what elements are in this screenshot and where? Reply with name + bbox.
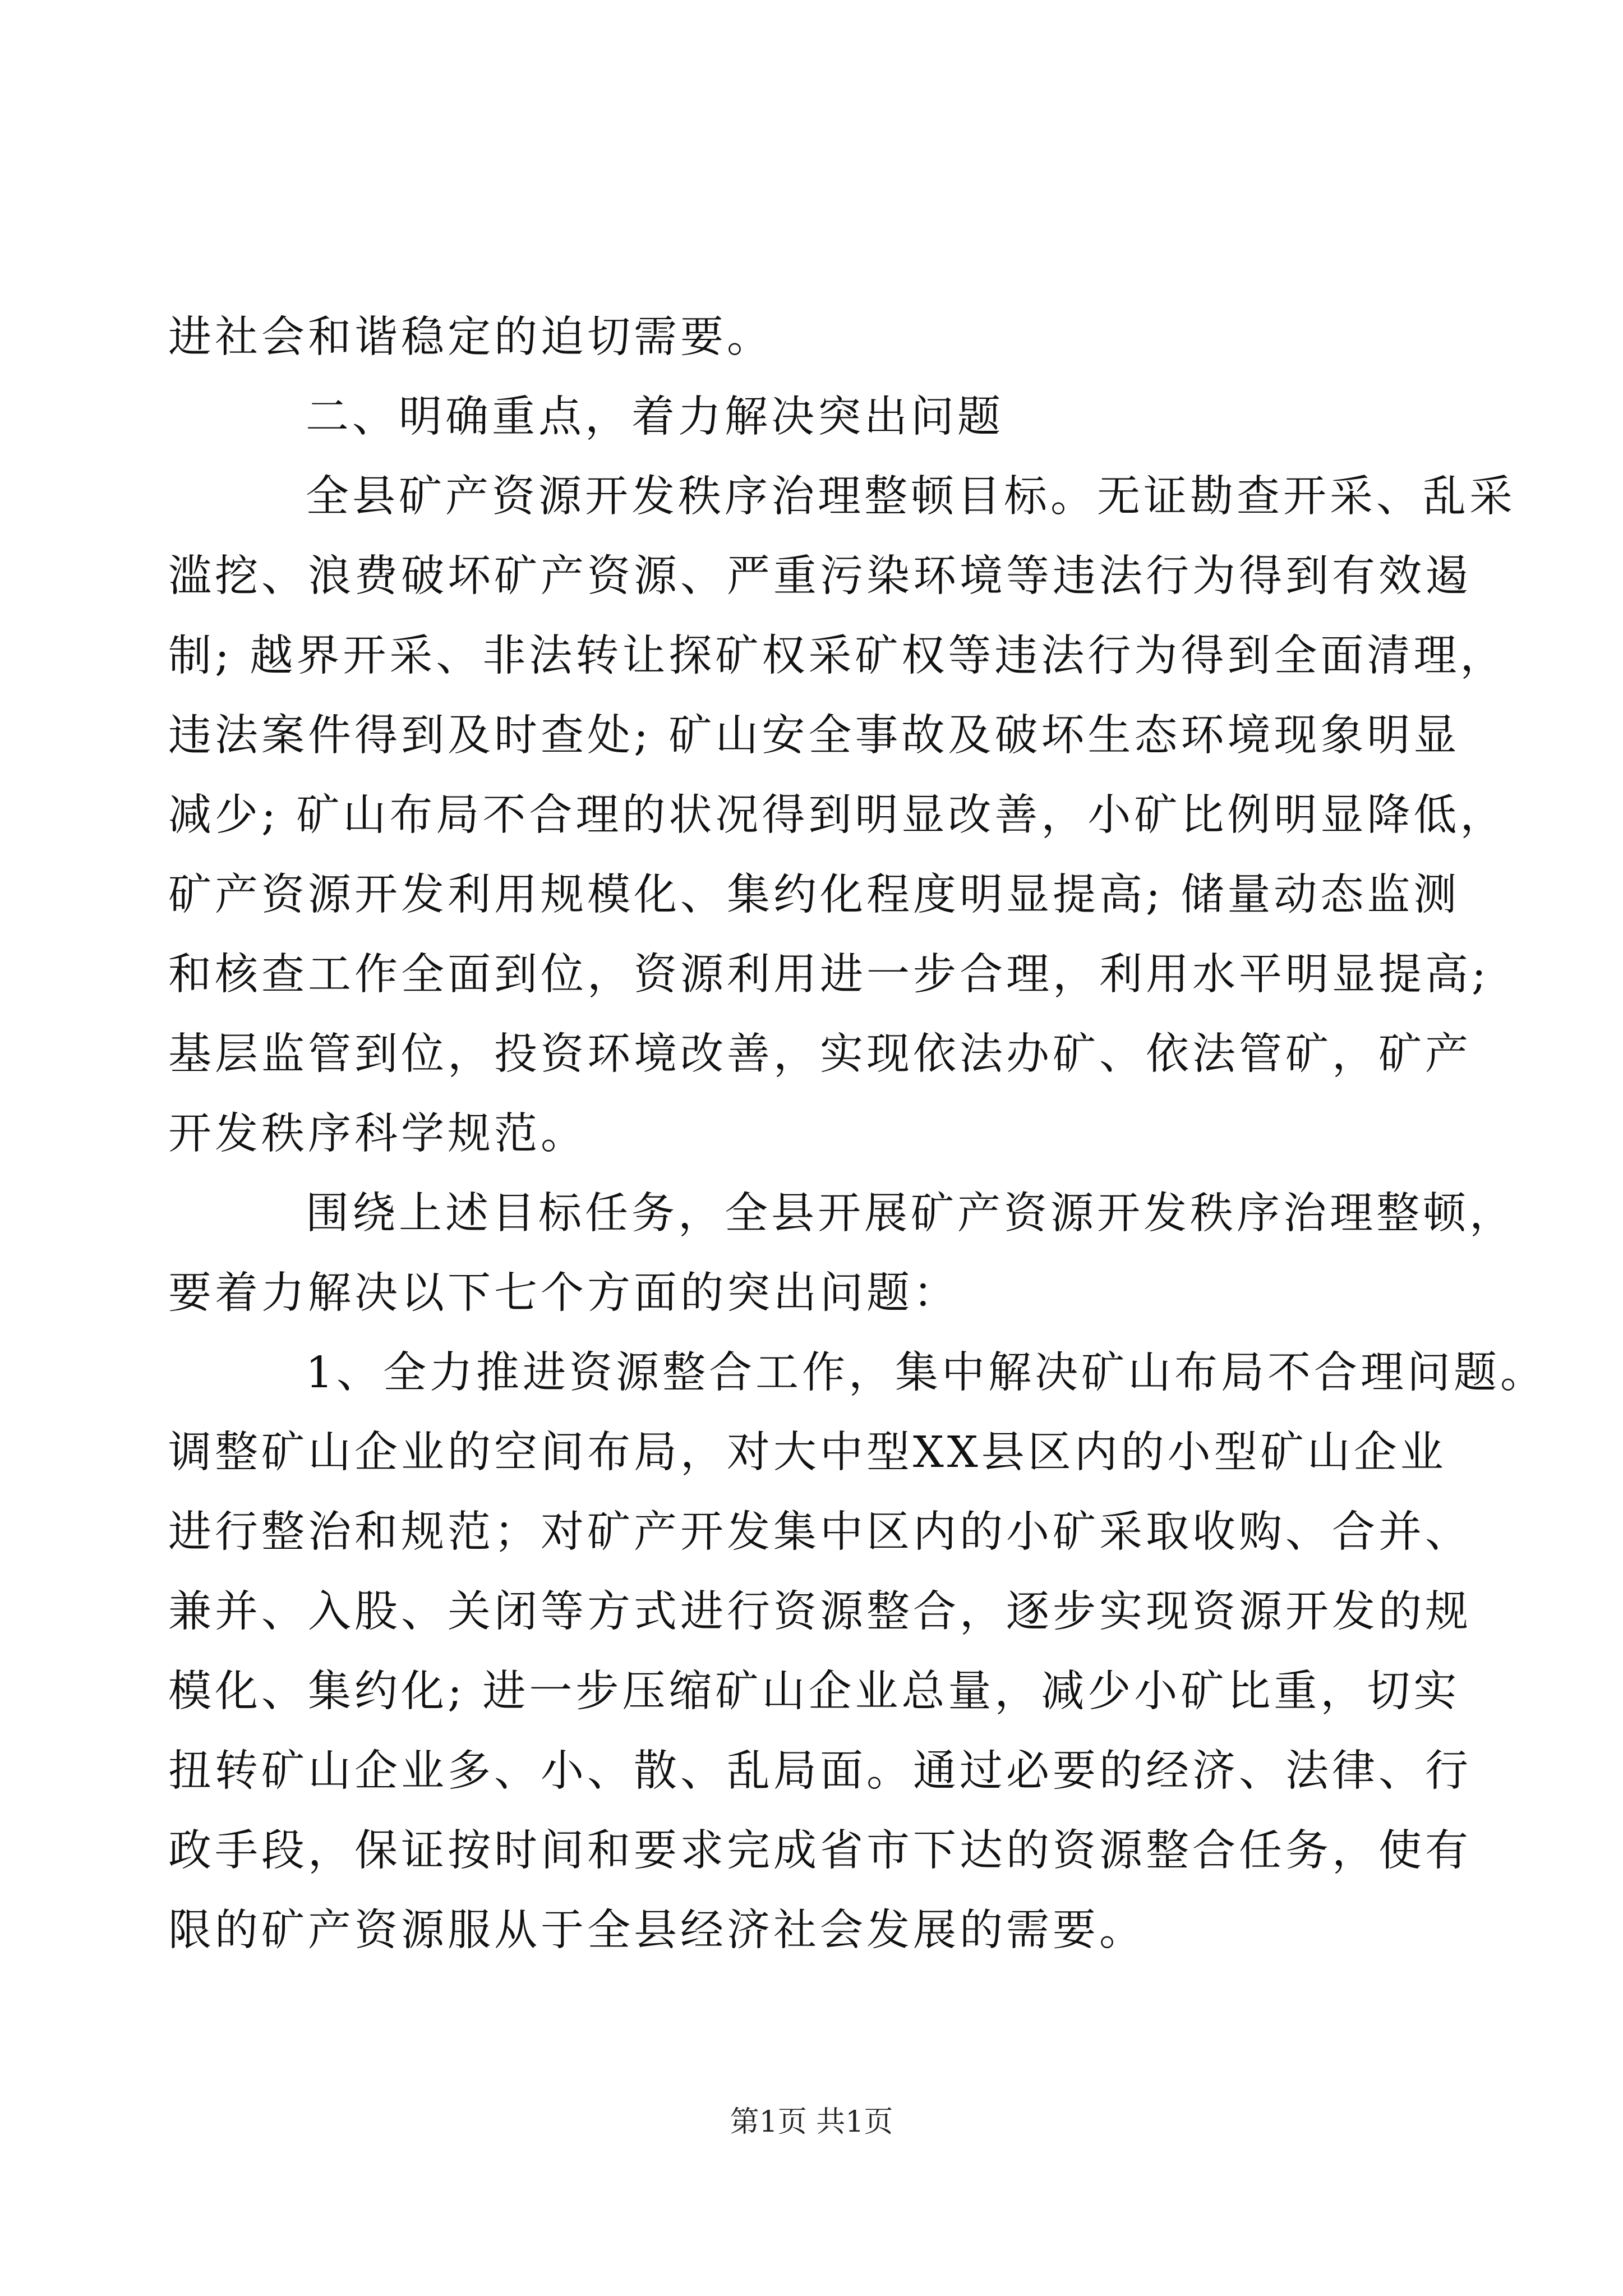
text-line-17: 兼并、入股、关闭等方式进行资源整合，逐步实现资源开发的规 (168, 1587, 1472, 1637)
text-line-7: 减少; 矿山布局不合理的状况得到明显改善，小矿比例明显降低， (168, 790, 1507, 840)
text-line-18: 模化、集约化; 进一步压缩矿山企业总量，减少小矿比重，切实 (168, 1667, 1460, 1717)
text-line-12: 围绕上述目标任务，全县开展矿产资源开发秩序治理整顿， (306, 1189, 1516, 1239)
text-line-20: 政手段，保证按时间和要求完成省市下达的资源整合任务，使有 (168, 1826, 1472, 1876)
text-line-14: 1、全力推进资源整合工作，集中解决矿山布局不合理问题。 (306, 1348, 1547, 1398)
text-line-3: 全县矿产资源开发秩序治理整顿目标。无证勘查开采、乱采 (306, 472, 1516, 522)
text-line-5: 制; 越界开采、非法转让探矿权采矿权等违法行为得到全面清理， (168, 631, 1507, 681)
text-line-1: 进社会和谐稳定的迫切需要。 (168, 312, 773, 362)
text-line-9: 和核查工作全面到位，资源利用进一步合理，利用水平明显提高; (168, 950, 1490, 1000)
text-line-10: 基层监管到位，投资环境改善，实现依法办矿、依法管矿，矿产 (168, 1029, 1472, 1079)
text-line-6: 违法案件得到及时查处; 矿山安全事故及破坏生态环境现象明显 (168, 711, 1460, 761)
section-heading: 二、明确重点，着力解决突出问题 (306, 392, 1004, 442)
text-line-8: 矿产资源开发利用规模化、集约化程度明显提高; 储量动态监测 (168, 870, 1460, 920)
text-line-13: 要着力解决以下七个方面的突出问题： (168, 1268, 960, 1318)
text-line-15: 调整矿山企业的空间布局，对大中型XX县区内的小型矿山企业 (168, 1428, 1447, 1478)
text-line-4: 滥挖、浪费破坏矿产资源、严重污染环境等违法行为得到有效遏 (168, 551, 1472, 601)
text-line-11: 开发秩序科学规范。 (168, 1109, 587, 1159)
text-line-16: 进行整治和规范；对矿产开发集中区内的小矿采取收购、合并、 (168, 1507, 1472, 1557)
text-line-19: 扭转矿山企业多、小、散、乱局面。通过必要的经济、法律、行 (168, 1746, 1472, 1796)
text-line-21: 限的矿产资源服从于全县经济社会发展的需要。 (168, 1906, 1146, 1955)
page-footer: 第1页 共1页 (730, 2105, 893, 2139)
